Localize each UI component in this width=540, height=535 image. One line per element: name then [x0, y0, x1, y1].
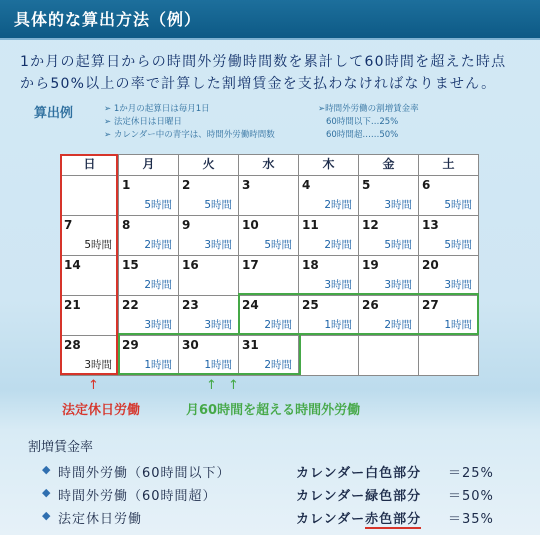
- rate-percentage: ＝25%: [448, 466, 494, 481]
- calendar-day-cell: [179, 256, 239, 296]
- rate-percentage: ＝50%: [448, 489, 494, 504]
- overtime-hours: 3時間: [384, 279, 412, 291]
- calendar-day-cell: [299, 296, 359, 336]
- day-number: 16: [182, 258, 199, 272]
- diamond-bullet-icon: ◆: [42, 509, 51, 522]
- note-right-3: 60時間超……50%: [326, 130, 399, 140]
- overtime-hours: 3時間: [384, 199, 412, 211]
- calendar-day-cell: [419, 256, 479, 296]
- rate-label: 法定休日労働: [58, 512, 143, 527]
- calendar-week-row: [61, 256, 479, 296]
- day-header-wednesday: 水: [239, 155, 299, 176]
- day-number: 28: [64, 338, 81, 352]
- calendar-day-cell: [299, 216, 359, 256]
- day-number: 3: [242, 178, 251, 192]
- overtime-hours: 1時間: [324, 319, 352, 331]
- calendar-day-cell: [299, 176, 359, 216]
- day-number: 13: [422, 218, 439, 232]
- calendar-day-cell: [179, 176, 239, 216]
- overtime-hours: 1時間: [144, 359, 172, 371]
- day-number: 24: [242, 298, 259, 312]
- calendar-day-cell: [239, 176, 299, 216]
- calendar-header-row: [61, 155, 479, 176]
- day-number: 14: [64, 258, 81, 272]
- day-number: 30: [182, 338, 199, 352]
- day-number: 1: [122, 178, 131, 192]
- calendar-day-cell: [119, 296, 179, 336]
- calendar-day-cell: [179, 296, 239, 336]
- day-number: 7: [64, 218, 73, 232]
- day-header-tuesday: 火: [179, 155, 239, 176]
- intro-text-line-1: 1か月の起算日からの時間外労働時間数を累計して60時間を超えた時点: [20, 54, 507, 70]
- day-number: 12: [362, 218, 379, 232]
- calendar-day-cell: [119, 216, 179, 256]
- calendar-body: [61, 176, 479, 376]
- day-number: 5: [362, 178, 371, 192]
- day-number: 20: [422, 258, 439, 272]
- day-number: 22: [122, 298, 139, 312]
- calendar-day-cell: [61, 296, 119, 336]
- overtime-hours: 5時間: [144, 199, 172, 211]
- day-number: 25: [302, 298, 319, 312]
- calendar-week-row: [61, 336, 479, 376]
- overtime-hours: 2時間: [324, 199, 352, 211]
- day-number: 4: [302, 178, 311, 192]
- calendar-day-cell: [61, 176, 119, 216]
- over60-arrow-icon: ↑: [206, 378, 217, 393]
- overtime-hours: 2時間: [144, 239, 172, 251]
- day-header-friday: 金: [359, 155, 419, 176]
- rate-calendar-part: カレンダー白色部分: [296, 466, 422, 481]
- day-number: 11: [302, 218, 319, 232]
- overtime-hours: 3時間: [204, 319, 232, 331]
- calendar-day-cell: [239, 296, 299, 336]
- overtime-hours: 1時間: [444, 319, 472, 331]
- calendar-day-cell: [359, 216, 419, 256]
- calendar: [60, 154, 479, 376]
- note-left-2: ➢ 法定休日は日曜日: [104, 117, 182, 127]
- rate-calendar-red-part: 赤色部分: [365, 512, 422, 527]
- calendar-day-cell: [61, 336, 119, 376]
- day-number: 10: [242, 218, 259, 232]
- diamond-bullet-icon: ◆: [42, 463, 51, 476]
- calendar-day-cell: [61, 256, 119, 296]
- example-label: 算出例: [34, 106, 74, 121]
- header-bar: [0, 0, 540, 40]
- rate-calendar-part: カレンダー緑色部分: [296, 489, 422, 504]
- calendar-day-cell: [359, 176, 419, 216]
- calendar-day-cell: [61, 216, 119, 256]
- day-header-saturday: 土: [419, 155, 479, 176]
- note-left-3: ➢ カレンダー中の青字は、時間外労働時間数: [104, 130, 275, 140]
- calendar-week-row: [61, 216, 479, 256]
- overtime-hours: 5時間: [444, 239, 472, 251]
- day-number: 15: [122, 258, 139, 272]
- day-header-sunday: 日: [61, 155, 119, 176]
- note-right-2: 60時間以下…25%: [326, 117, 399, 127]
- overtime-hours: 5時間: [384, 239, 412, 251]
- day-number: 2: [182, 178, 191, 192]
- day-number: 27: [422, 298, 439, 312]
- day-header-thursday: 木: [299, 155, 359, 176]
- calendar-day-cell: [299, 256, 359, 296]
- intro-text-line-2: から50%以上の率で計算した割増賃金を支払わなければなりません。: [20, 76, 497, 92]
- calendar-day-cell: [239, 336, 299, 376]
- day-number: 18: [302, 258, 319, 272]
- diamond-bullet-icon: ◆: [42, 486, 51, 499]
- overtime-hours: 3時間: [144, 319, 172, 331]
- overtime-hours: 1時間: [204, 359, 232, 371]
- overtime-hours: 5時間: [204, 199, 232, 211]
- rate-percentage: ＝35%: [448, 512, 494, 527]
- holiday-arrow-icon: ↑: [88, 378, 99, 393]
- calendar-day-cell: [119, 176, 179, 216]
- overtime-hours: 2時間: [264, 359, 292, 371]
- day-number: 21: [64, 298, 81, 312]
- day-number: 29: [122, 338, 139, 352]
- calendar-day-cell: [359, 256, 419, 296]
- calendar-day-cell: [119, 336, 179, 376]
- overtime-hours: 5時間: [444, 199, 472, 211]
- overtime-hours: 2時間: [384, 319, 412, 331]
- rate-label: 時間外労働（60時間以下）: [58, 466, 231, 481]
- calendar-day-cell: [179, 216, 239, 256]
- calendar-day-cell: [419, 336, 479, 376]
- note-right-1: ➢時間外労働の割増賃金率: [318, 104, 419, 114]
- day-number: 6: [422, 178, 431, 192]
- calendar-day-cell: [299, 336, 359, 376]
- day-number: 17: [242, 258, 259, 272]
- calendar-week-row: [61, 176, 479, 216]
- page-title: 具体的な算出方法（例）: [14, 10, 202, 29]
- calendar-day-cell: [359, 336, 419, 376]
- calendar-week-row: [61, 296, 479, 336]
- overtime-hours: 3時間: [84, 359, 112, 371]
- overtime-hours: 5時間: [264, 239, 292, 251]
- rate-section-title: 割増賃金率: [28, 440, 94, 455]
- calendar-day-cell: [419, 216, 479, 256]
- calendar-day-cell: [239, 256, 299, 296]
- overtime-hours: 2時間: [324, 239, 352, 251]
- calendar-day-cell: [179, 336, 239, 376]
- day-number: 8: [122, 218, 131, 232]
- rate-calendar-part: [296, 508, 421, 527]
- day-number: 31: [242, 338, 259, 352]
- holiday-label: 法定休日労働: [62, 403, 141, 418]
- overtime-hours: 2時間: [144, 279, 172, 291]
- note-left-1: ➢ 1か月の起算日は毎月1日: [104, 104, 210, 114]
- rate-calendar-prefix: カレンダー: [296, 512, 366, 527]
- calendar-day-cell: [419, 176, 479, 216]
- over60-arrow-icon: ↑: [228, 378, 239, 393]
- rate-label: 時間外労働（60時間超）: [58, 489, 217, 504]
- over60-label: 月60時間を超える時間外労働: [186, 403, 361, 418]
- overtime-hours: 3時間: [444, 279, 472, 291]
- day-number: 9: [182, 218, 191, 232]
- day-header-monday: 月: [119, 155, 179, 176]
- day-number: 26: [362, 298, 379, 312]
- overtime-hours: 5時間: [84, 239, 112, 251]
- day-number: 23: [182, 298, 199, 312]
- calendar-day-cell: [239, 216, 299, 256]
- calendar-day-cell: [359, 296, 419, 336]
- calendar-day-cell: [119, 256, 179, 296]
- day-number: 19: [362, 258, 379, 272]
- calendar-day-cell: [419, 296, 479, 336]
- overtime-hours: 3時間: [204, 239, 232, 251]
- overtime-hours: 2時間: [264, 319, 292, 331]
- overtime-hours: 3時間: [324, 279, 352, 291]
